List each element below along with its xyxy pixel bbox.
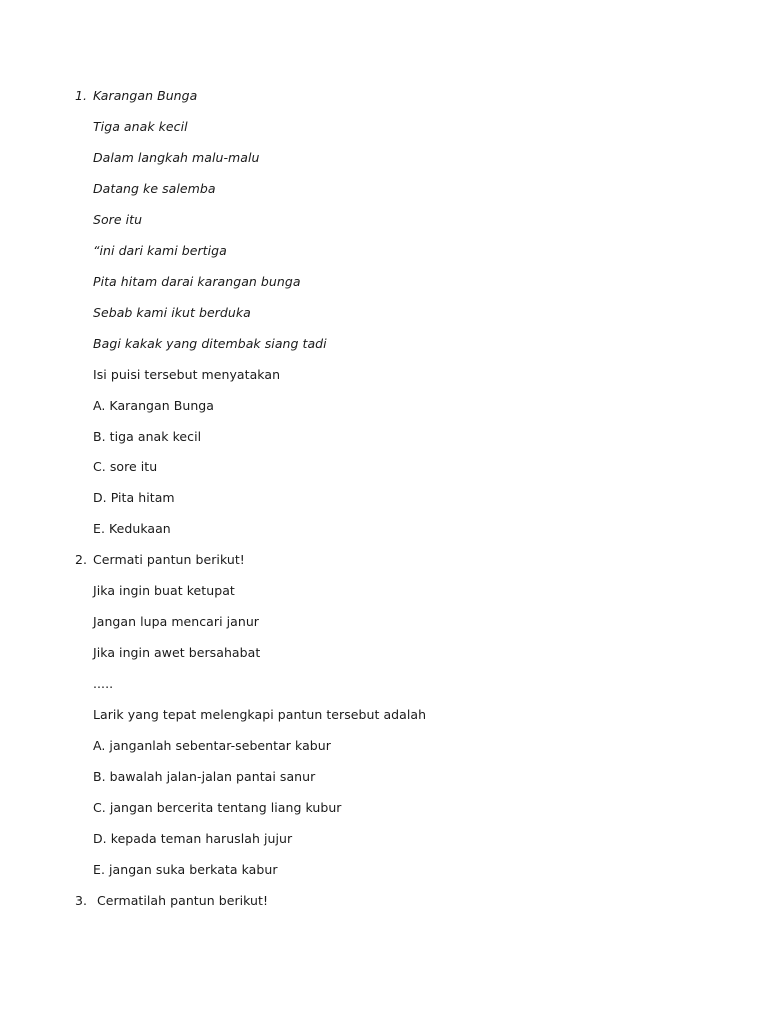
question-1-title: Karangan Bunga bbox=[93, 88, 198, 103]
option-a: A. Karangan Bunga bbox=[93, 398, 214, 413]
question-2-prompt: Larik yang tepat melengkapi pantun tersebut adalah bbox=[93, 707, 427, 722]
pantun-line: Jika ingin buat ketupat bbox=[93, 583, 235, 598]
question-2-title: Cermati pantun berikut! bbox=[93, 552, 245, 567]
poem-line: Pita hitam darai karangan bunga bbox=[93, 274, 301, 289]
question-3-title: Cermatilah pantun berikut! bbox=[97, 893, 269, 908]
question-1-prompt: Isi puisi tersebut menyatakan bbox=[93, 367, 281, 382]
option-b: B. bawalah jalan-jalan pantai sanur bbox=[93, 769, 316, 784]
option-c: C. sore itu bbox=[93, 459, 158, 474]
poem-line: Dalam langkah malu-malu bbox=[93, 150, 260, 165]
pantun-line: Jangan lupa mencari janur bbox=[93, 614, 259, 629]
poem-line: Bagi kakak yang ditembak siang tadi bbox=[93, 336, 327, 351]
pantun-line: ..... bbox=[93, 676, 114, 691]
poem-line: “ini dari kami bertiga bbox=[93, 243, 227, 258]
option-c: C. jangan bercerita tentang liang kubur bbox=[93, 800, 342, 815]
question-1-number: 1. bbox=[75, 88, 87, 103]
poem-line: Tiga anak kecil bbox=[93, 119, 188, 134]
option-e: E. jangan suka berkata kabur bbox=[93, 862, 278, 877]
pantun-line: Jika ingin awet bersahabat bbox=[93, 645, 261, 660]
poem-line: Datang ke salemba bbox=[93, 181, 216, 196]
poem-line: Sore itu bbox=[93, 212, 143, 227]
option-e: E. Kedukaan bbox=[93, 521, 171, 536]
option-d: D. kepada teman haruslah jujur bbox=[93, 831, 293, 846]
poem-line: Sebab kami ikut berduka bbox=[93, 305, 251, 320]
option-d: D. Pita hitam bbox=[93, 490, 175, 505]
question-3-number: 3. bbox=[75, 893, 87, 908]
option-a: A. janganlah sebentar-sebentar kabur bbox=[93, 738, 331, 753]
option-b: B. tiga anak kecil bbox=[93, 429, 202, 444]
question-2-number: 2. bbox=[75, 552, 87, 567]
